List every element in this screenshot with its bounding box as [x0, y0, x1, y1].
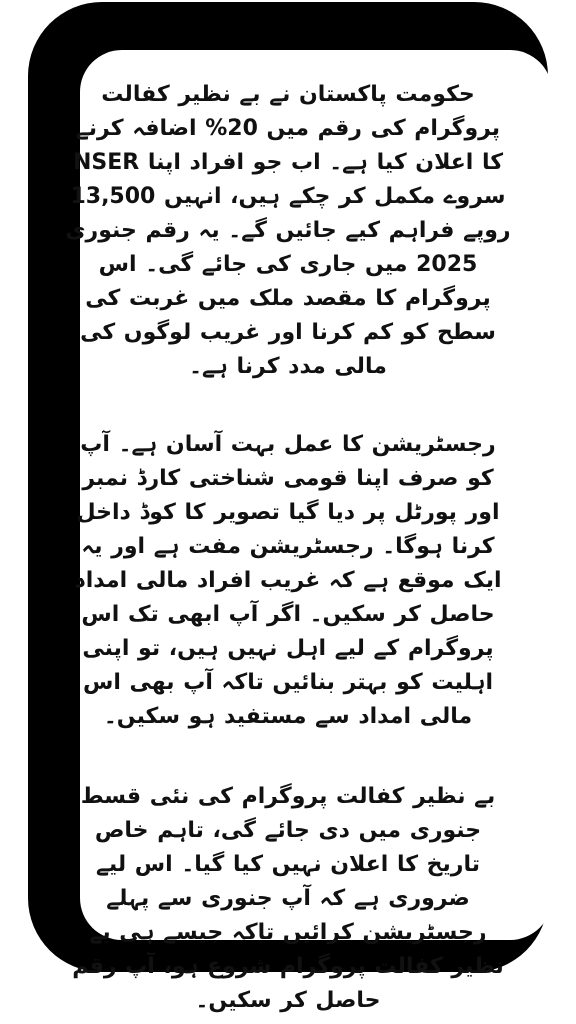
article-paragraph-1: حکومت پاکستان نے بے نظیر کفالت پروگرام کی رقم میں 20% اضافہ کرنے کا اعلان کیا ہے۔ اب جو افراد اپنا NSER سروے مکمل کر چکے ہیں، انہیں 13,500 روپے فراہم کیے جائیں گے۔ یہ رقم جنوری 2025 میں جاری کی جائے گی۔ اس پروگرام کا مقصد ملک میں غربت کی سطح کو کم کرنا اور غریب لوگوں کی مالی مدد کرنا ہے۔ — [65, 82, 511, 379]
article-paragraph-2: رجسٹریشن کا عمل بہت آسان ہے۔ آپ کو صرف اپنا قومی شناختی کارڈ نمبر اور پورٹل پر دیا گیا تصویر کا کوڈ داخل کرنا ہوگا۔ رجسٹریشن مفت ہے اور یہ ایک موقع ہے کہ غریب افراد مالی امداد حاصل کر سکیں۔ اگر آپ ابھی تک اس پروگرام کے لیے اہل نہیں ہیں، تو اپنی اہلیت کو بہتر بنائیں تاکہ آپ بھی اس مالی امداد سے مستفید ہو سکیں۔ — [74, 432, 502, 729]
article-content — [64, 78, 512, 1018]
article-paragraph-3: بے نظیر کفالت پروگرام کی نئی قسط جنوری میں دی جائے گی، تاہم خاص تاریخ کا اعلان نہیں کیا گیا۔ اس لیے ضروری ہے کہ آپ جنوری سے پہلے رجسٹریشن کرائیں تاکہ جیسے ہی بے نظیر کفالت پروگرام شروع ہو، آپ رقم حاصل کر سکیں۔ — [72, 784, 504, 1013]
